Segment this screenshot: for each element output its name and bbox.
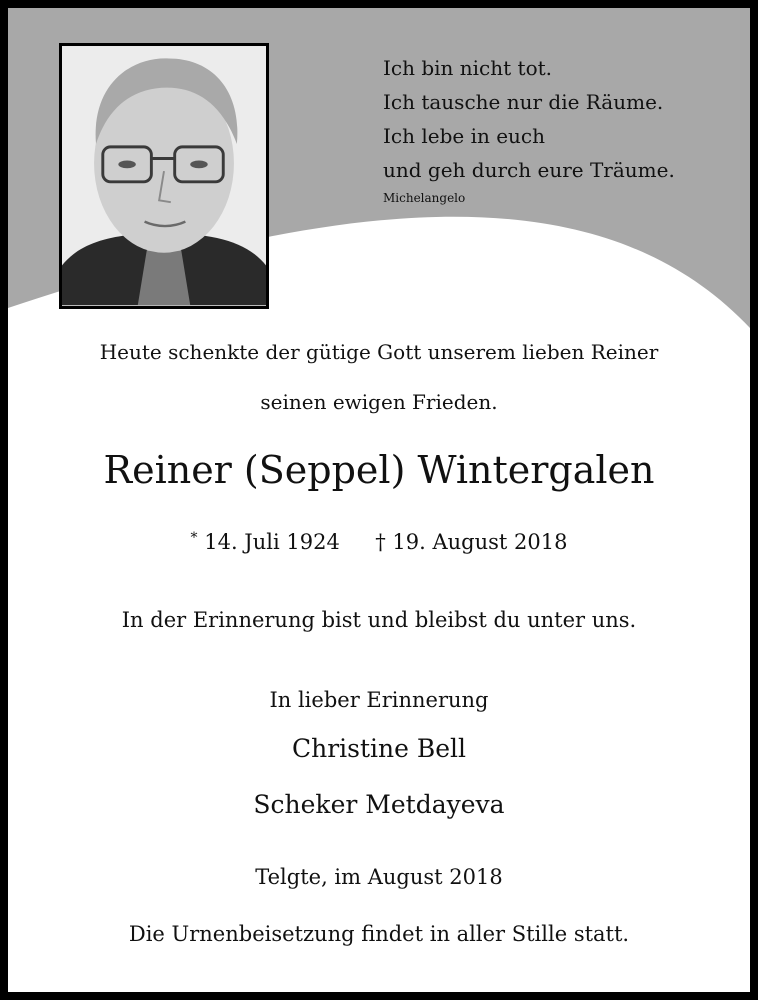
- death-date: 19. August 2018: [392, 530, 568, 554]
- poem-line-4: und geh durch eure Träume.: [383, 158, 675, 182]
- mourners-heading: In lieber Erinnerung: [269, 688, 489, 712]
- deceased-name: Reiner (Seppel) Wintergalen: [103, 448, 655, 492]
- mourner-name: Christine Bell: [291, 734, 467, 763]
- intro-line-1: Heute schenkte der gütige Gott unserem lieben Reiner: [99, 340, 659, 364]
- burial-note: Die Urnenbeisetzung findet in aller Stille statt.: [128, 922, 630, 946]
- remembrance-line: In der Erinnerung bist und bleibst du unter uns.: [121, 608, 637, 632]
- birth-symbol: *: [190, 530, 198, 546]
- death-symbol: †: [375, 530, 386, 554]
- life-dates: [8, 530, 750, 554]
- poem-line-3: Ich lebe in euch: [383, 124, 546, 148]
- intro-line-2: seinen ewigen Frieden.: [260, 390, 498, 414]
- portrait-illustration: [62, 46, 266, 306]
- poem-author: Michelangelo: [383, 191, 466, 205]
- mourner-name: Scheker Metdayeva: [253, 790, 505, 819]
- poem-line-2: Ich tausche nur die Räume.: [383, 90, 664, 114]
- portrait-photo: [59, 43, 269, 309]
- birth-date: 14. Juli 1924: [204, 530, 340, 554]
- poem: [383, 51, 675, 205]
- place-date: Telgte, im August 2018: [255, 865, 503, 889]
- poem-line-1: Ich bin nicht tot.: [383, 56, 553, 80]
